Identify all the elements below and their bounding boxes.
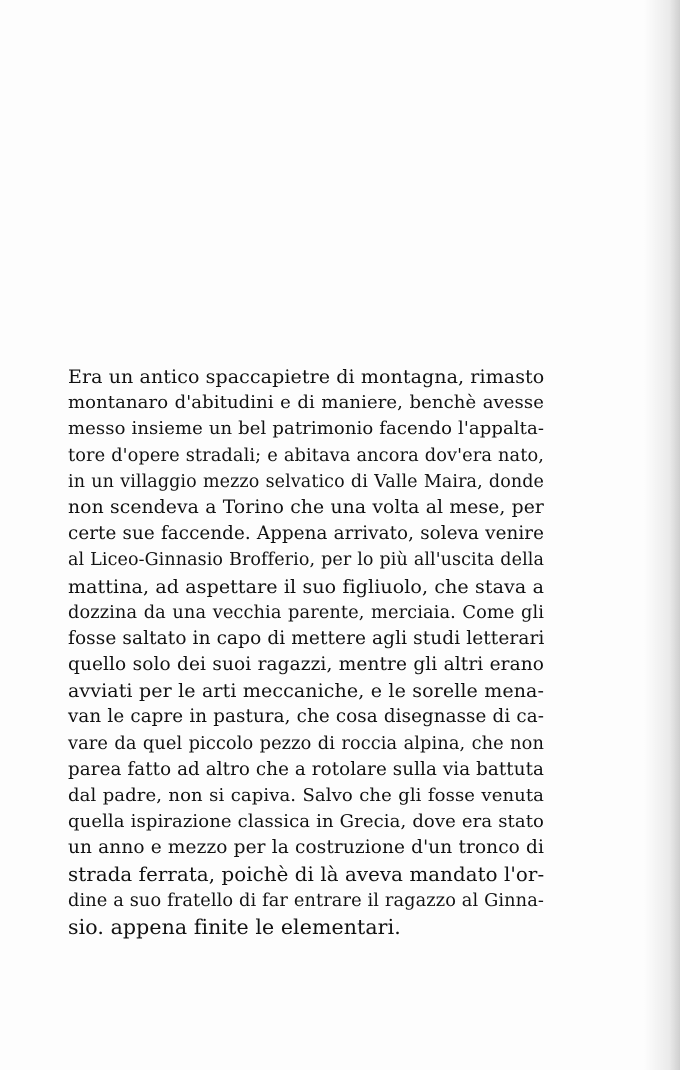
paragraph-line: fosse saltato in capo di mettere agli studi letterari	[68, 627, 545, 649]
paragraph-line: sio. appena finite le elementari.	[68, 914, 401, 939]
paragraph-line: avviati per le arti meccaniche, e le sorelle mena-	[68, 680, 544, 703]
paragraph-line: un anno e mezzo per la costruzione d'un tronco di	[68, 837, 544, 859]
page-edge-shadow	[644, 0, 680, 1070]
paragraph-line: strada ferrata, poichè di là aveva mandato l'or-	[68, 862, 545, 886]
paragraph-line: dal padre, non si capiva. Salvo che gli fosse venuta	[68, 785, 544, 806]
paragraph-line: tore d'opere stradali; e abitava ancora dov'era nato,	[68, 445, 544, 466]
paragraph-line: mattina, ad aspettare il suo figliuolo, che stava a	[68, 575, 544, 598]
paragraph-line: montanaro d'abitudini e di maniere, benchè avesse	[68, 392, 544, 414]
paragraph	[68, 364, 544, 940]
paragraph-line: parea fatto ad altro che a rotolare sulla via battuta	[68, 758, 544, 780]
paragraph-line: al Liceo-Ginnasio Brofferio, per lo più all'uscita della	[68, 550, 544, 571]
paragraph-line: in un villaggio mezzo selvatico di Valle Maira, donde	[68, 471, 544, 492]
paragraph-line: Era un antico spaccapietre di montagna, rimasto	[68, 366, 545, 388]
paragraph-line: quella ispirazione classica in Grecia, dove era stato	[68, 811, 544, 833]
paragraph-line: vare da quel piccolo pezzo di roccia alpina, che non	[68, 733, 544, 754]
paragraph-line: dine a suo fratello di far entrare il ragazzo al Ginna-	[68, 890, 544, 911]
paragraph-line: messo insieme un bel patrimonio facendo l'appalta-	[68, 418, 544, 440]
paragraph-line: van le capre in pastura, che cosa disegnasse di ca-	[68, 706, 544, 728]
paragraph-line: quello solo dei suoi ragazzi, mentre gli altri erano	[68, 654, 544, 676]
paragraph-line: non scendeva a Torino che una volta al mese, per	[68, 496, 544, 518]
paragraph-line: certe sue faccende. Appena arrivato, soleva venire	[68, 523, 544, 545]
paragraph-line: dozzina da una vecchia parente, merciaia. Come gli	[68, 602, 544, 623]
